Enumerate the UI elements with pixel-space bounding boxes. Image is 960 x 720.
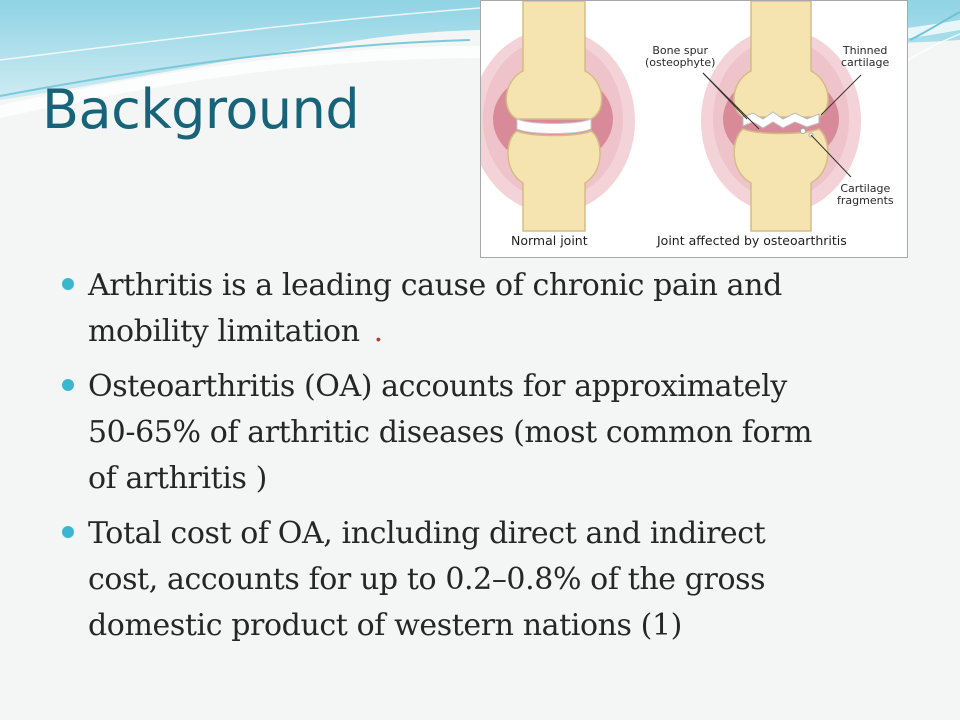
normal-joint-caption: Normal joint — [511, 233, 588, 248]
bullet-item — [62, 511, 902, 649]
bullet-line: Osteoarthritis (OA) accounts for approximately — [88, 369, 787, 404]
bone-spur-label — [645, 45, 715, 69]
bullet-text — [88, 263, 902, 355]
cartilage-fragments-text-1: Cartilage — [840, 182, 891, 195]
bullet-text — [88, 511, 902, 649]
cartilage-fragments-text-2: fragments — [837, 194, 894, 207]
osteophyte-text: (osteophyte) — [645, 56, 716, 69]
bullet-line: Arthritis is a leading cause of chronic pain and — [88, 268, 782, 303]
bullet-line: domestic product of western nations (1) — [88, 608, 682, 643]
bullet-list — [62, 263, 902, 658]
bullet-item — [62, 263, 902, 355]
cartilage-text: cartilage — [841, 56, 890, 69]
bullet-icon — [62, 379, 74, 391]
bullet-line — [88, 309, 902, 355]
thinned-cartilage-label — [841, 45, 889, 69]
bullet-line-text: mobility limitation — [88, 314, 360, 349]
bone-spur-text: Bone spur — [652, 44, 709, 57]
bullet-line: Total cost of OA, including direct and indirect — [88, 516, 766, 551]
slide-title: Background — [42, 78, 360, 141]
bullet-text — [88, 364, 902, 502]
cartilage-fragments-label — [837, 183, 894, 207]
trailing-period: . — [373, 314, 383, 349]
bullet-icon — [62, 526, 74, 538]
bullet-item — [62, 364, 902, 502]
bullet-line: cost, accounts for up to 0.2–0.8% of the gross — [88, 562, 766, 597]
normal-joint-drawing — [481, 1, 635, 231]
affected-joint-caption: Joint affected by osteoarthritis — [657, 233, 847, 248]
joint-illustration — [481, 1, 908, 258]
bullet-line: of arthritis ) — [88, 461, 267, 496]
bullet-icon — [62, 278, 74, 290]
bullet-line: 50-65% of arthritic diseases (most common form — [88, 415, 813, 450]
thinned-text: Thinned — [842, 44, 888, 57]
osteoarthritis-figure — [480, 0, 908, 258]
